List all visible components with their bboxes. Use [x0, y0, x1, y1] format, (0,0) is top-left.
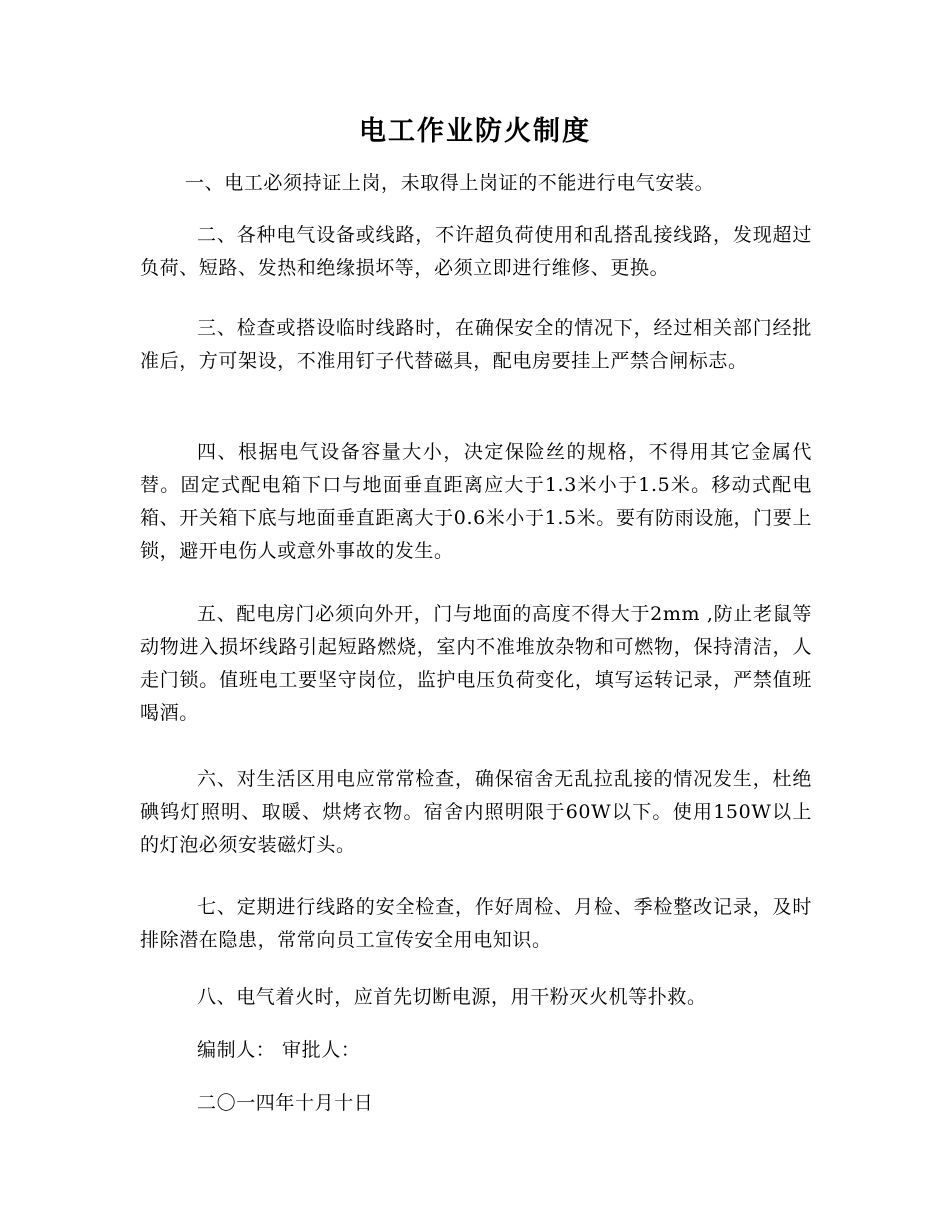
document-date: 二〇一四年十月十日	[197, 1092, 374, 1114]
rule-paragraph-5: 五、配电房门必须向外开，门与地面的高度不得大于2mm ,防止老鼠等动物进入损坏线路引起短路燃烧，室内不准堆放杂物和可燃物，保持清洁，人走门锁。值班电工要坚守岗位，监护电压负荷变化，填写运转记录，严禁值班喝酒。	[140, 603, 812, 724]
rule-paragraph-4: 四、根据电气设备容量大小，决定保险丝的规格，不得用其它金属代替。固定式配电箱下口与地面垂直距离应大于1.3米小于1.5米。移动式配电箱、开关箱下底与地面垂直距离大于0.6米小于1.5米。要有防雨设施，门要上锁，避开电伤人或意外事故的发生。	[140, 441, 812, 562]
rule-paragraph-1: 一、电工必须持证上岗，未取得上岗证的不能进行电气安装。	[185, 172, 715, 194]
rule-paragraph-7: 七、定期进行线路的安全检查，作好周检、月检、季检整改记录，及时排除潜在隐患，常常向员工宣传安全用电知识。	[140, 896, 812, 951]
rule-paragraph-3: 三、检查或搭设临时线路时，在确保安全的情况下，经过相关部门经批准后，方可架设，不准用钉子代替磁具，配电房要挂上严禁合闸标志。	[140, 317, 812, 372]
document-title: 电工作业防火制度	[359, 116, 591, 147]
rule-paragraph-2: 二、各种电气设备或线路，不许超负荷使用和乱搭乱接线路，发现超过负荷、短路、发热和绝缘损坏等，必须立即进行维修、更换。	[140, 224, 812, 279]
signature-line: 编制人： 审批人：	[197, 1039, 361, 1061]
rule-paragraph-6: 六、对生活区用电应常常检查，确保宿舍无乱拉乱接的情况发生，杜绝碘钨灯照明、取暖、烘烤衣物。宿舍内照明限于60W以下。使用150W以上的灯泡必须安装磁灯头。	[140, 768, 812, 856]
rule-paragraph-8: 八、电气着火时，应首先切断电源，用干粉灭火机等扑救。	[197, 986, 707, 1008]
